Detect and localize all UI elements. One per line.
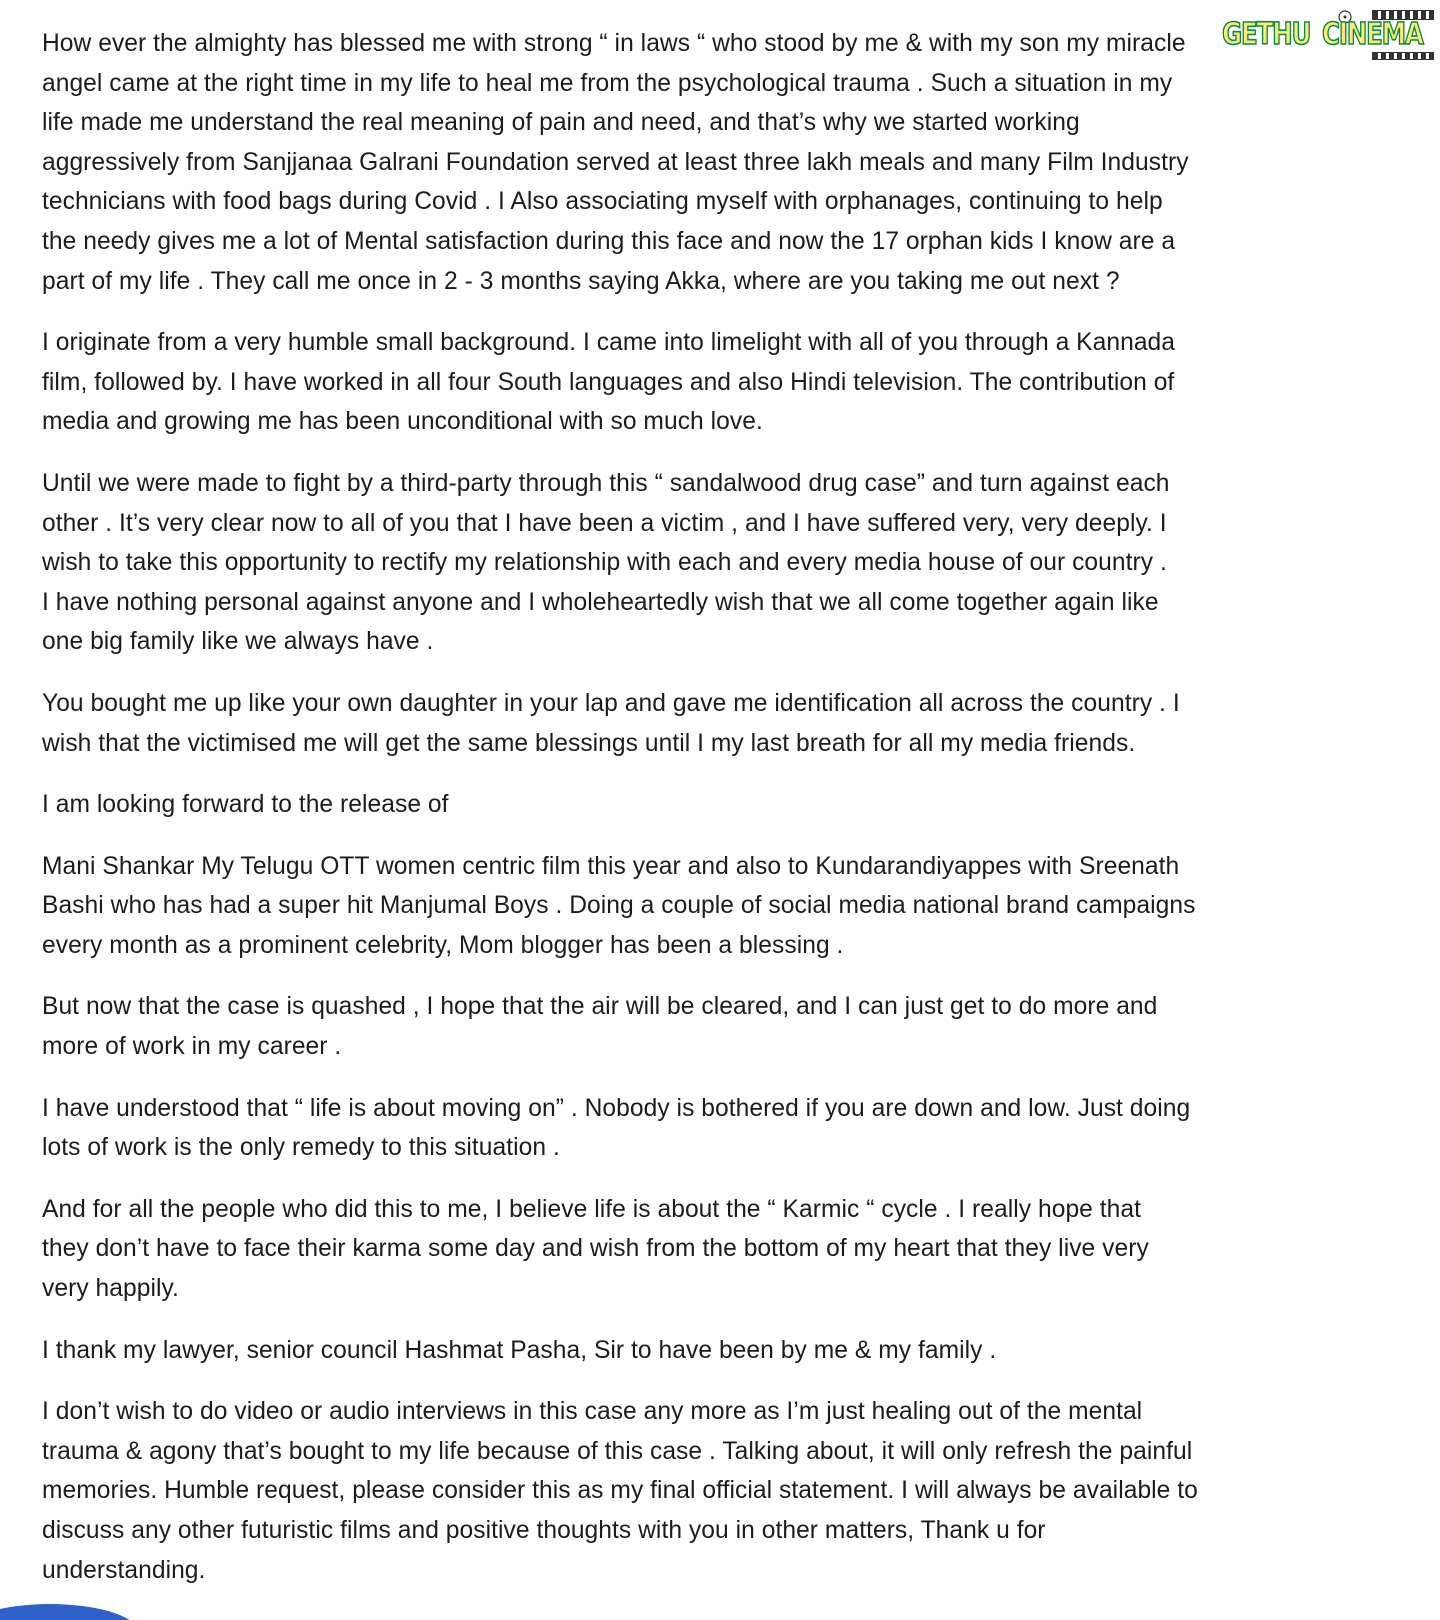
- watermark-text-cinema: CINEMA: [1322, 17, 1423, 52]
- paragraph-1: How ever the almighty has blessed me with strong “ in laws “ who stood by me & with my son my miracle angel came at the right time in my life to heal me from the psychological trauma . Such a situation in my life made me understand the real meaning of pain and need, and that’s why we started working aggressively from Sanjjanaa Galrani Foundation served at least three lakh meals and many Film Industry technicians with food bags during Covid . I Also associating myself with orphanages, continuing to help the needy gives me a lot of Mental satisfaction during this face and now the 17 orphan kids I know are a part of my life . They call me once in 2 - 3 months saying Akka, where are you taking me out next ?: [42, 30, 1189, 295]
- watermark-text-gethu: GETHU: [1222, 17, 1311, 52]
- paragraph-5: I am looking forward to the release of: [42, 791, 449, 819]
- paragraph-4: You bought me up like your own daughter in your lap and gave me identification all across the country . I wish that the victimised me will get the same blessings until I my last breath for all my media friends.: [42, 689, 1180, 757]
- paragraph-8: I have understood that “ life is about moving on” . Nobody is bothered if you are down and low. Just doing lots of work is the only remedy to this situation .: [42, 1094, 1191, 1162]
- watermark-logo: [1222, 10, 1438, 60]
- film-strip-bottom: [1372, 52, 1434, 60]
- paragraph-3: Until we were made to fight by a third-party through this “ sandalwood drug case” and turn against each other . It’s very clear now to all of you that I have been a victim , and I have suffered very, very deeply. I wish to take this opportunity to rectify my relationship with each and every media house of our country . I have nothing personal against anyone and I wholeheartedly wish that we all come together again like one big family like we always have .: [42, 469, 1170, 656]
- paragraph-9: And for all the people who did this to me, I believe life is about the “ Karmic “ cycle . I really hope that they don’t have to face their karma some day and wish from the bottom of my heart that they live very very happily.: [42, 1195, 1149, 1303]
- paragraph-2: I originate from a very humble small background. I came into limelight with all of you through a Kannada film, followed by. I have worked in all four South languages and also Hindi television. The contribution of media and growing me has been unconditional with so much love.: [42, 329, 1176, 436]
- paragraph-11: I don’t wish to do video or audio interviews in this case any more as I’m just healing out of the mental trauma & agony that’s bought to my life because of this case . Talking about, it will only refresh the painful memories. Humble request, please consider this as my final official statement. I will always be available to discuss any other futuristic films and positive thoughts with you in other matters, Thank u for understanding.: [42, 1398, 1198, 1584]
- statement-body: [42, 24, 1342, 1612]
- paragraph-6: Mani Shankar My Telugu OTT women centric film this year and also to Kundarandiyappes with Sreenath Bashi who has had a super hit Manjumal Boys . Doing a couple of social media national brand campaigns every month as a prominent celebrity, Mom blogger has been a blessing .: [42, 852, 1196, 959]
- paragraph-10: I thank my lawyer, senior council Hashmat Pasha, Sir to have been by me & my family .: [42, 1336, 997, 1364]
- paragraph-7: But now that the case is quashed , I hope that the air will be cleared, and I can just get to do more and more of work in my career .: [42, 993, 1158, 1061]
